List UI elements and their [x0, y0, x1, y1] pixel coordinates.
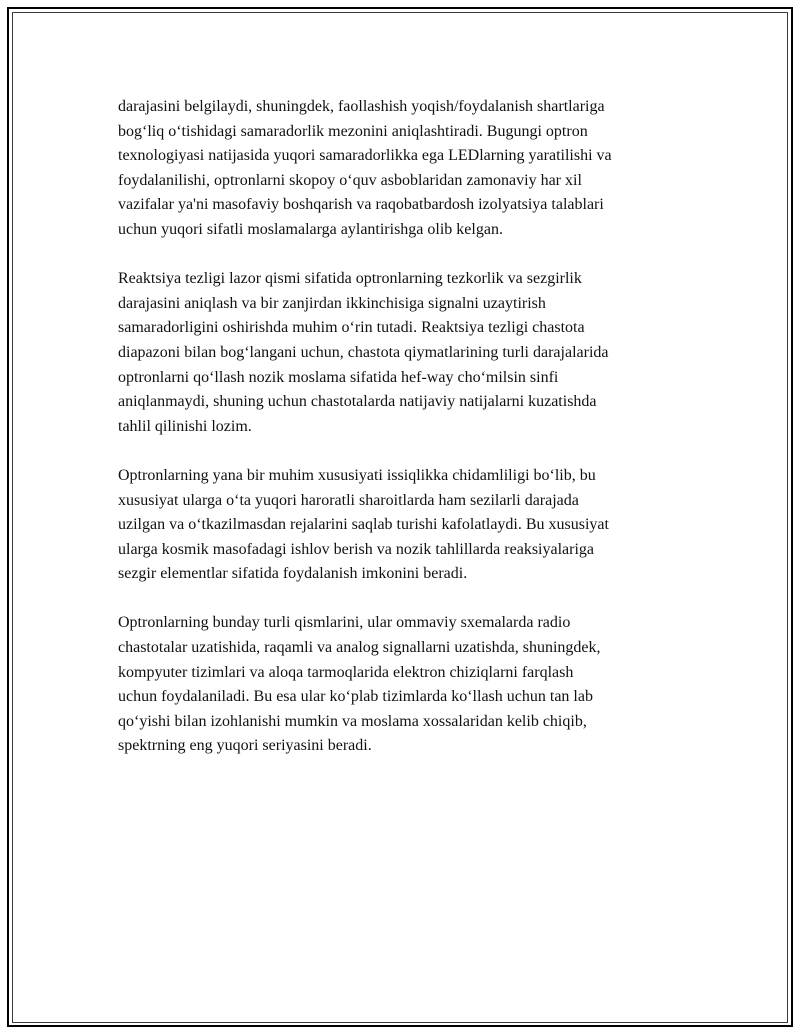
paragraph-line: bog‘liq o‘tishidagi samaradorlik mezonini aniqlashtiradi. Bugungi optron	[118, 122, 588, 140]
paragraph-line: uchun foydalaniladi. Bu esa ular ko‘plab tizimlarda ko‘llash uchun tan lab	[118, 688, 593, 706]
paragraph-line: qo‘yishi bilan izohlanishi mumkin va moslama xossalaridan kelib chiqib,	[118, 712, 587, 730]
paragraph-line: samaradorligini oshirishda muhim o‘rin tutadi. Reaktsiya tezligi chastota	[118, 319, 585, 337]
paragraph-line: optronlarni qo‘llash nozik moslama sifatida hef-way cho‘milsin sinfi	[118, 368, 559, 386]
paragraph-3	[118, 464, 693, 587]
paragraph-line: xususiyat ularga o‘ta yuqori haroratli sharoitlarda ham sezilarli darajada	[118, 491, 579, 509]
paragraph-line: foydalanilishi, optronlarni skopoy o‘quv asboblaridan zamonaviy har xil	[118, 171, 582, 189]
paragraph-2	[118, 267, 693, 439]
paragraph-line: diapazoni bilan bog‘langani uchun, chastota qiymatlarining turli darajalarida	[118, 343, 609, 361]
paragraph-line: uzilgan va o‘tkazilmasdan rejalarini saqlab turishi kafolatlaydi. Bu xususiyat	[118, 516, 609, 534]
paragraph-line: tahlil qilinishi lozim.	[118, 417, 252, 435]
document-body	[118, 95, 693, 784]
paragraph-1	[118, 95, 693, 243]
paragraph-line: vazifalar ya'ni masofaviy boshqarish va raqobatbardosh izolyatsiya talablari	[118, 196, 604, 214]
paragraph-line: darajasini aniqlash va bir zanjirdan ikkinchisiga signalni uzaytirish	[118, 294, 546, 312]
paragraph-4	[118, 611, 693, 759]
paragraph-line: chastotalar uzatishida, raqamli va analog signallarni uzatishda, shuningdek,	[118, 639, 601, 657]
paragraph-line: spektrning eng yuqori seriyasini beradi.	[118, 737, 372, 755]
paragraph-line: texnologiyasi natijasida yuqori samaradorlikka ega LEDlarning yaratilishi va	[118, 147, 612, 165]
paragraph-line: Reaktsiya tezligi lazor qismi sifatida optronlarning tezkorlik va sezgirlik	[118, 270, 582, 288]
paragraph-line: kompyuter tizimlari va aloqa tarmoqlarida elektron chiziqlarni farqlash	[118, 663, 574, 681]
paragraph-line: darajasini belgilaydi, shuningdek, faollashish yoqish/foydalanish shartlariga	[118, 98, 605, 115]
paragraph-line: Optronlarning yana bir muhim xususiyati issiqlikka chidamliligi bo‘lib, bu	[118, 466, 596, 484]
paragraph-line: ularga kosmik masofadagi ishlov berish va nozik tahlillarda reaksiyalariga	[118, 540, 595, 558]
paragraph-line: Optronlarning bunday turli qismlarini, ular ommaviy sxemalarda radio	[118, 614, 571, 632]
paragraph-line: uchun yuqori sifatli moslamalarga aylantirishga olib kelgan.	[118, 220, 503, 238]
paragraph-line: sezgir elementlar sifatida foydalanish imkonini beradi.	[118, 565, 468, 583]
paragraph-line: aniqlanmaydi, shuning uchun chastotalarda natijaviy natijalarni kuzatishda	[118, 393, 597, 411]
